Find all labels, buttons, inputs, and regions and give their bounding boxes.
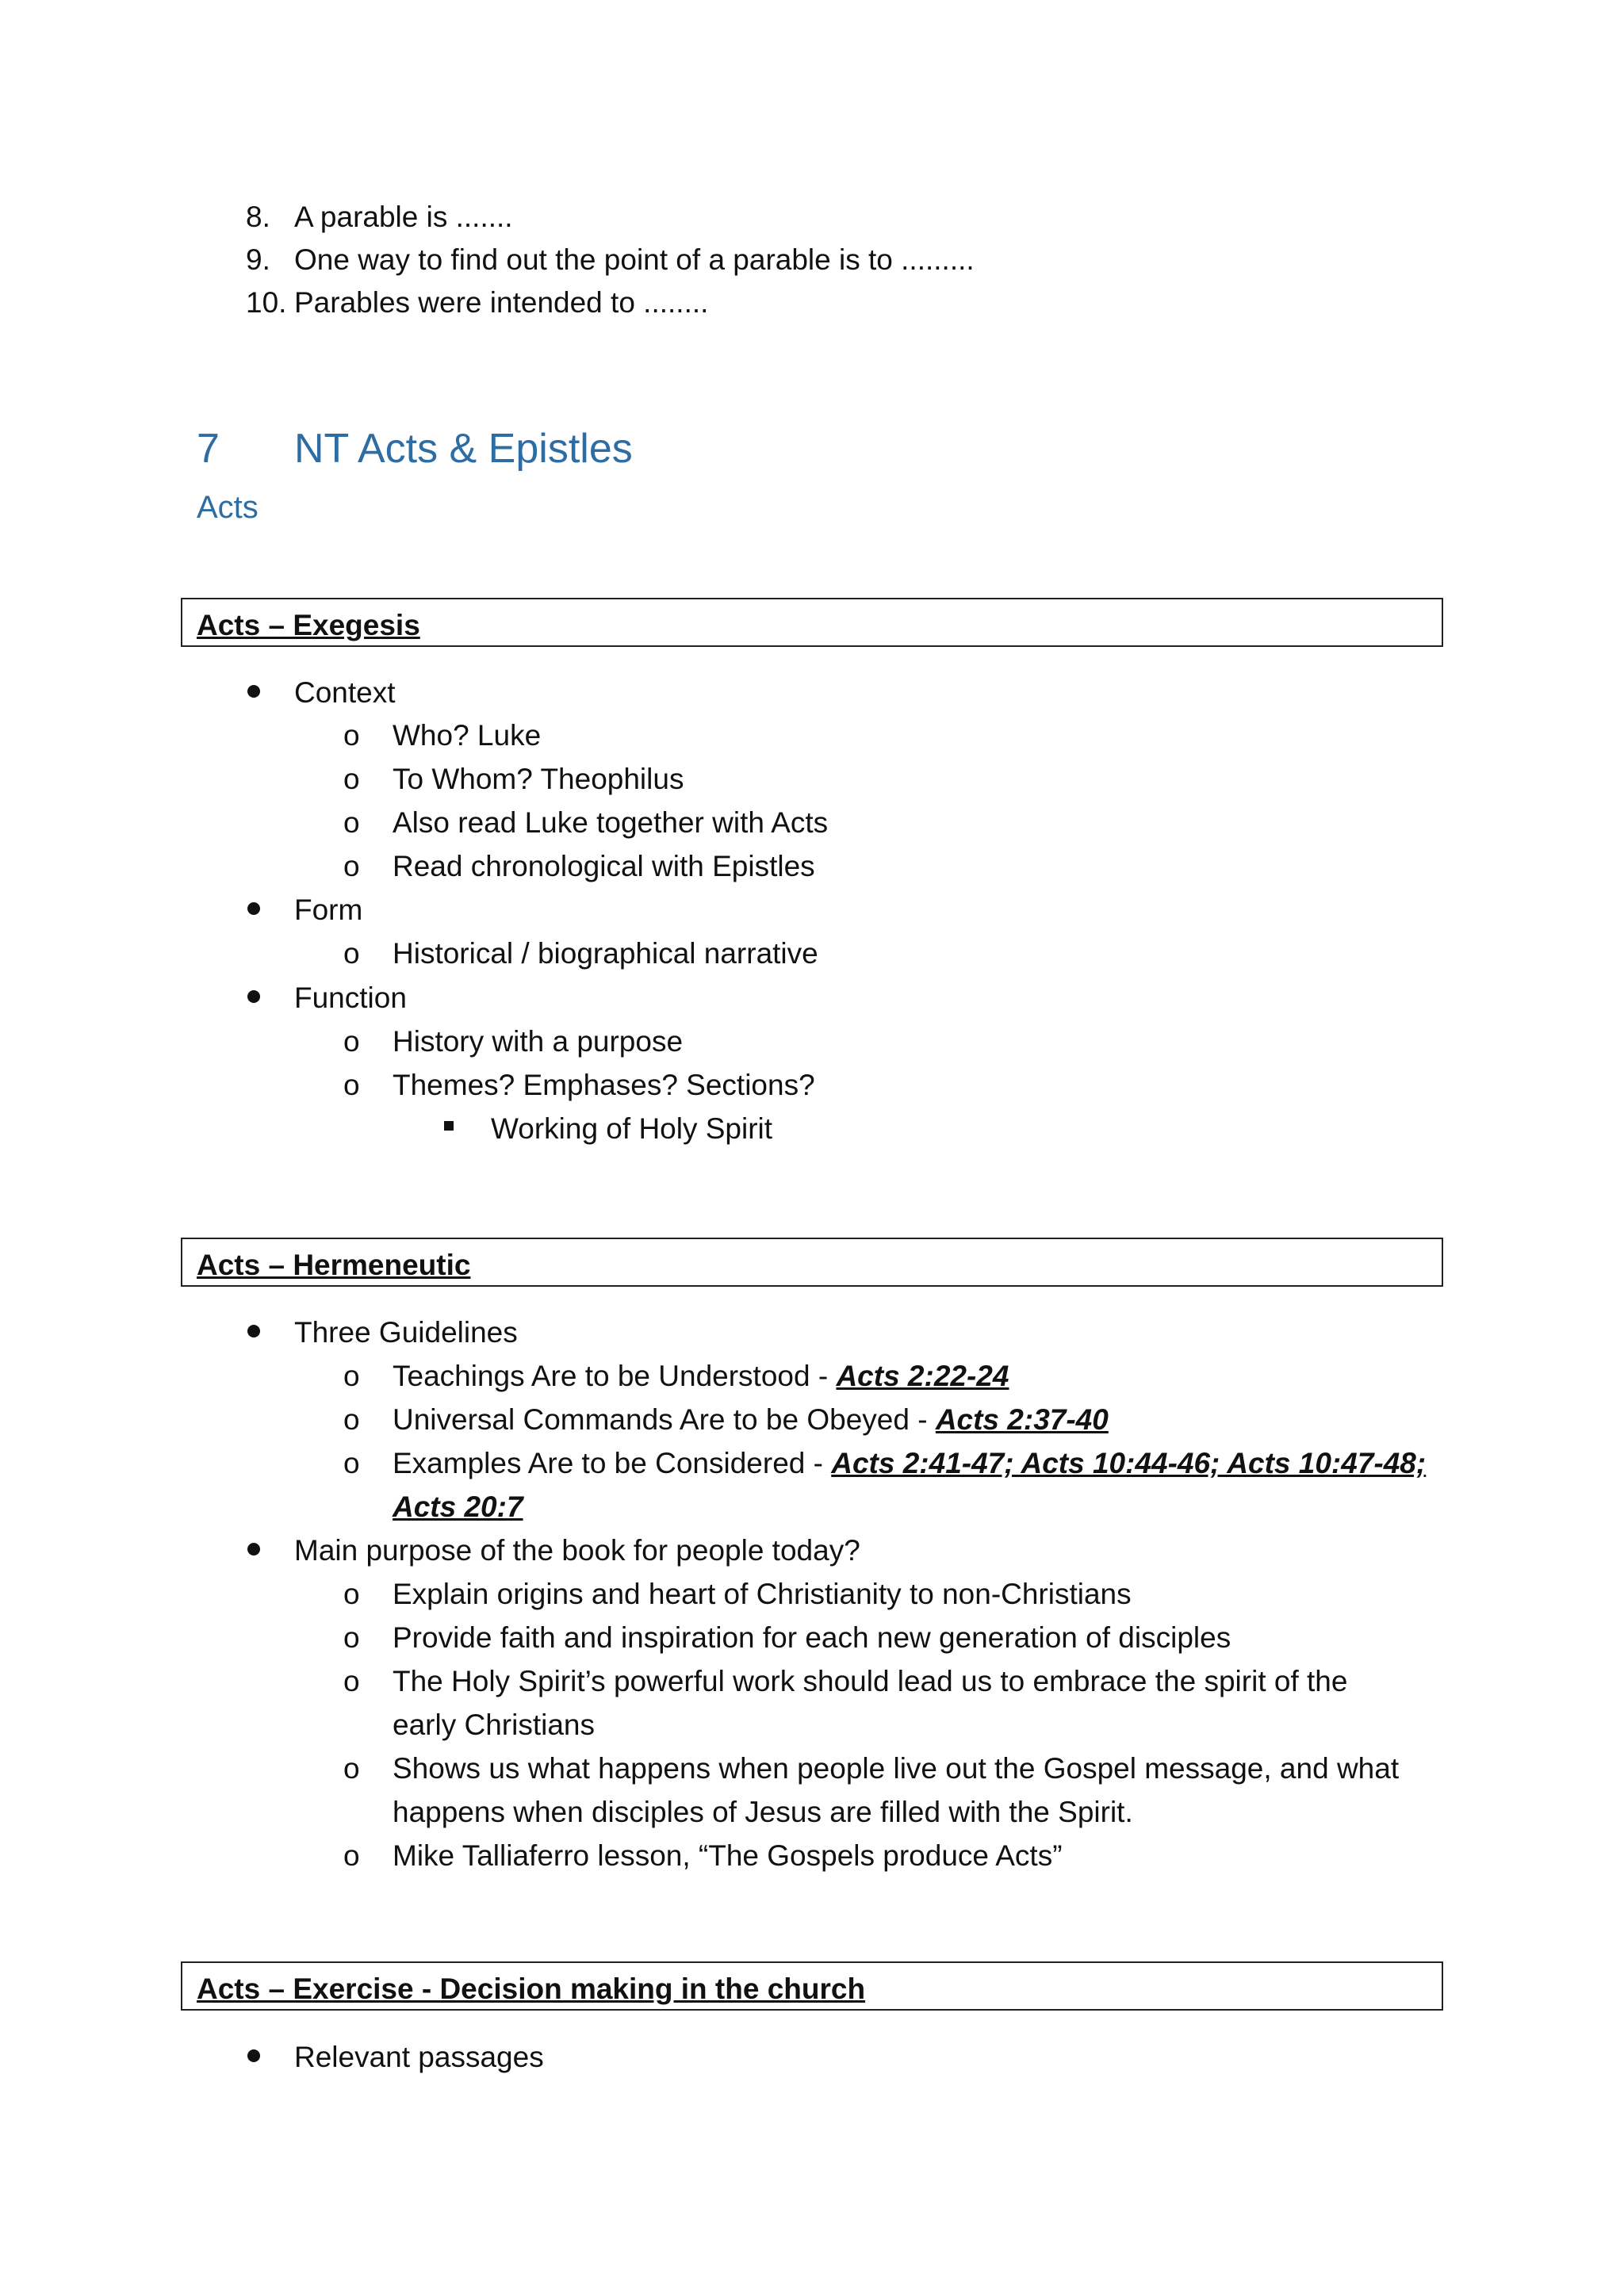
list-item: Historical / biographical narrative xyxy=(393,937,818,970)
bullet-icon xyxy=(247,902,260,915)
exercise-header-box xyxy=(181,1961,1443,2011)
circle-bullet-icon: o xyxy=(343,1069,360,1101)
section-number: 7 xyxy=(197,426,220,472)
exegesis-header: Acts – Exegesis xyxy=(197,609,420,641)
list-number: 8. xyxy=(246,201,270,233)
circle-bullet-icon: o xyxy=(343,1839,360,1872)
circle-bullet-icon: o xyxy=(343,1665,360,1697)
circle-bullet-icon: o xyxy=(343,1578,360,1610)
list-item: Mike Talliaferro lesson, “The Gospels produce Acts” xyxy=(393,1839,1063,1872)
list-item: Context xyxy=(294,676,396,709)
circle-bullet-icon: o xyxy=(343,1403,360,1436)
list-item: Read chronological with Epistles xyxy=(393,850,815,882)
guideline-text: Universal Commands Are to be Obeyed - xyxy=(393,1403,936,1436)
list-item: Who? Luke xyxy=(393,719,542,752)
list-item: Provide faith and inspiration for each new generation of disciples xyxy=(393,1621,1231,1654)
scripture-reference: Acts 20:7 xyxy=(393,1490,523,1523)
hermeneutic-header-box xyxy=(181,1238,1443,1287)
list-item: Three Guidelines xyxy=(294,1316,518,1349)
list-item: To Whom? Theophilus xyxy=(393,763,684,795)
list-item: History with a purpose xyxy=(393,1025,684,1058)
list-item: Function xyxy=(294,982,407,1014)
list-item: Form xyxy=(294,894,363,926)
square-bullet-icon xyxy=(444,1121,454,1131)
list-item-continuation: happens when disciples of Jesus are filled with the Spirit. xyxy=(393,1796,1133,1828)
circle-bullet-icon: o xyxy=(343,850,360,882)
list-item xyxy=(393,1405,1109,1434)
scripture-reference: Acts 2:41-47; Acts 10:44-46; Acts 10:47-48; xyxy=(831,1447,1427,1479)
exegesis-header-box xyxy=(181,598,1443,647)
list-item: Shows us what happens when people live out the Gospel message, and what xyxy=(393,1752,1400,1785)
list-item: Working of Holy Spirit xyxy=(491,1112,773,1145)
circle-bullet-icon: o xyxy=(343,1360,360,1392)
list-item-text: A parable is ....... xyxy=(294,201,513,233)
circle-bullet-icon: o xyxy=(343,1025,360,1058)
list-item-text: Parables were intended to ........ xyxy=(294,286,709,319)
list-item: The Holy Spirit’s powerful work should lead us to embrace the spirit of the xyxy=(393,1665,1348,1697)
list-item: Also read Luke together with Acts xyxy=(393,806,829,839)
bullet-icon xyxy=(247,1543,260,1556)
list-item: Main purpose of the book for people today? xyxy=(294,1534,860,1567)
bullet-icon xyxy=(247,685,260,698)
exercise-header: Acts – Exercise - Decision making in the church xyxy=(197,1973,866,2005)
hermeneutic-header: Acts – Hermeneutic xyxy=(197,1249,471,1281)
circle-bullet-icon: o xyxy=(343,719,360,752)
list-number: 9. xyxy=(246,243,270,276)
bullet-icon xyxy=(247,1325,260,1337)
bullet-icon xyxy=(247,990,260,1003)
section-title: NT Acts & Epistles xyxy=(294,426,633,472)
circle-bullet-icon: o xyxy=(343,1621,360,1654)
guideline-text: Teachings Are to be Understood - xyxy=(393,1360,837,1392)
list-item xyxy=(393,1361,1009,1391)
list-number: 10. xyxy=(246,286,287,319)
list-item-continuation: early Christians xyxy=(393,1709,595,1741)
list-item: Relevant passages xyxy=(294,2041,544,2073)
list-item: Themes? Emphases? Sections? xyxy=(393,1069,815,1101)
guideline-text: Examples Are to be Considered - xyxy=(393,1447,832,1479)
circle-bullet-icon: o xyxy=(343,937,360,970)
circle-bullet-icon: o xyxy=(343,806,360,839)
list-item: Explain origins and heart of Christianity to non-Christians xyxy=(393,1578,1132,1610)
list-item-text: One way to find out the point of a parable is to ......... xyxy=(294,243,975,276)
circle-bullet-icon: o xyxy=(343,1752,360,1785)
bullet-icon xyxy=(247,2049,260,2062)
scripture-reference: Acts 2:37-40 xyxy=(935,1403,1109,1436)
scripture-reference: Acts 2:22-24 xyxy=(836,1360,1009,1392)
circle-bullet-icon: o xyxy=(343,1447,360,1479)
circle-bullet-icon: o xyxy=(343,763,360,795)
list-item xyxy=(393,1448,1426,1478)
section-subtitle: Acts xyxy=(197,490,259,525)
